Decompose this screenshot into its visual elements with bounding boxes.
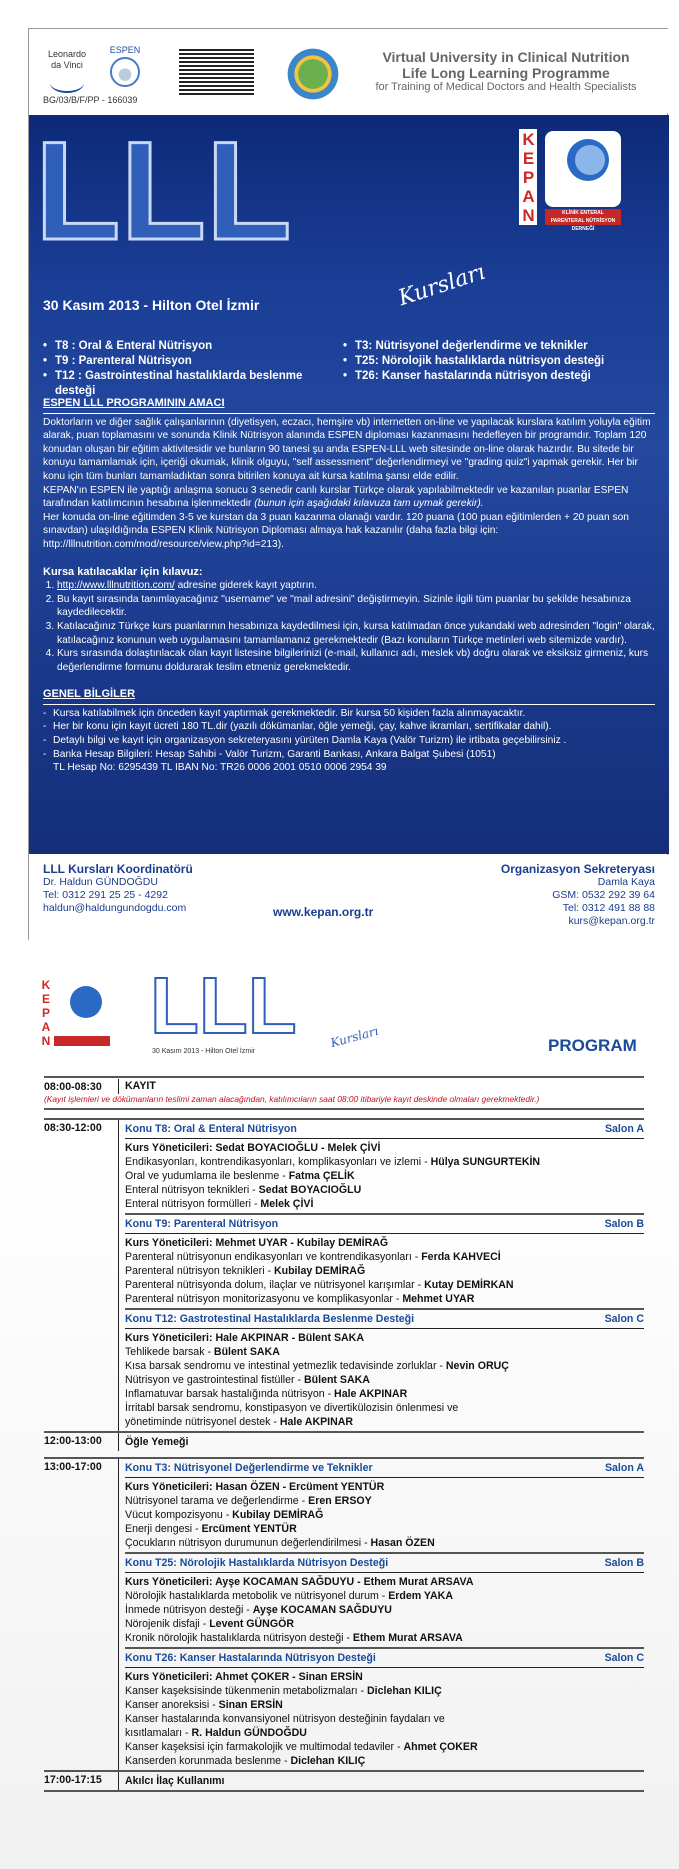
lecture-item <box>125 1183 644 1197</box>
lecture-speaker: Diclehan KILIÇ <box>290 1755 366 1767</box>
project-code: BG/03/B/F/PP - 166039 <box>43 95 138 105</box>
coordinator-tel: Tel: 0312 291 25 25 - 4292 <box>43 889 168 901</box>
lecture-item <box>125 1522 644 1536</box>
lecture-speaker: Ferda KAHVECİ <box>421 1251 501 1263</box>
kepan-letters-small: KEPAN <box>39 978 53 1048</box>
session-managers: Kurs Yöneticileri: Sedat BOYACIOĞLU - Melek ÇİVİ <box>125 1142 381 1154</box>
leonardo-logo <box>43 49 91 95</box>
iban-line: TL Hesap No: 6295439 TL IBAN No: TR26 0006 2001 0510 0006 2954 39 <box>53 762 387 774</box>
topic-item: • T8 : Oral & Enteral Nütrisyon <box>43 339 343 354</box>
time-slot: 08:00-08:30 <box>44 1081 102 1093</box>
coordinator-title: LLL Kursları Koordinatörü <box>43 862 193 876</box>
lecture-title: Vücut kompozisyonu - <box>125 1509 233 1521</box>
lecture-item <box>125 1754 644 1768</box>
kepan-letters: KEPAN <box>519 129 538 225</box>
secretariat-title: Organizasyon Sekreteryası <box>500 862 655 876</box>
lecture-speaker: Kubilay DEMİRAĞ <box>273 1265 366 1277</box>
lecture-speaker: Nevin ORUÇ <box>445 1360 509 1372</box>
session-managers: Kurs Yöneticileri: Mehmet UYAR - Kubilay DEMİRAĞ <box>125 1237 389 1249</box>
lecture-speaker: Erdem YAKA <box>388 1590 453 1602</box>
session-t26-header <box>125 1647 644 1668</box>
kepan-website-link[interactable]: www.kepan.org.tr <box>273 905 374 919</box>
espen-logo <box>101 45 149 87</box>
lecture-speaker: Sedat BOYACIOĞLU <box>258 1184 362 1196</box>
coordinator-email[interactable]: haldun@haldungundogdu.com <box>43 902 187 914</box>
time-slot: 17:00-17:15 <box>44 1774 102 1786</box>
session-managers: Kurs Yöneticileri: Ahmet ÇOKER - Sinan ERSİN <box>125 1671 363 1683</box>
flyer-header <box>29 29 669 113</box>
lecture-item <box>125 1292 644 1306</box>
flyer-footer <box>29 855 669 941</box>
lecture-title: Endikasyonları, kontrendikasyonları, komplikasyonları ve izlemi - <box>125 1156 431 1168</box>
topic-list-right <box>343 339 653 399</box>
lunch-label: Öğle Yemeği <box>118 1433 644 1451</box>
lecture-speaker: Hasan ÖZEN <box>370 1537 435 1549</box>
lecture-speaker: Sinan ERSİN <box>218 1699 283 1711</box>
lecture-speaker: Ayşe KOCAMAN SAĞDUYU <box>252 1604 392 1616</box>
session-t3-items <box>125 1478 644 1552</box>
aim-paragraph-2 <box>43 484 655 511</box>
session-managers: Kurs Yöneticileri: Hale AKPINAR - Bülent SAKA <box>125 1332 364 1344</box>
general-info-item: - Detaylı bilgi ve kayıt için organizasyon sekreteryasını yürüten Damla Kaya (Valör Turizm) ile irtibata geçebilirsiniz . <box>43 734 655 748</box>
guide-item-4: 4. Kurs sırasında dolaştırılacak olan kayıt listesine bilgilerinizi (e-mail, kullanıcı adı, meslek vb) doğru olarak ve eksiksiz girmeniz, kurs değerlendirme formunu doldurarak teslim etmeniz gerekmektedir. <box>57 647 655 674</box>
lecture-item <box>125 1589 644 1603</box>
guide-item-3: 3. Katılacağınız Türkçe kurs puanlarının hesabınıza kaydedilmesi için, kursa katılmadan önce yukandaki web adresinden "login" olarak, katılacağınız konunun web uygulamasını tamamlamanız gerekmektedir (Bazı konuların Türkçe metinleri web sitemizde vardır). <box>57 620 655 647</box>
topic-item: • T12 : Gastrointestinal hastalıklarda beslenme desteği <box>43 369 343 399</box>
time-slot: 12:00-13:00 <box>44 1435 102 1447</box>
secretariat-gsm: GSM: 0532 292 39 64 <box>552 889 655 901</box>
lecture-title: Parenteral nütrisyonda dolum, ilaçlar ve nütrisyonel karışımlar - <box>125 1279 425 1291</box>
program-date: 30 Kasım 2013 - Hilton Otel İzmir <box>152 1048 256 1055</box>
lecture-item <box>125 1726 644 1740</box>
session-t9-header <box>125 1213 644 1234</box>
lecture-speaker: Levent GÜNGÖR <box>209 1618 294 1630</box>
session-room: Salon C <box>604 1313 644 1325</box>
lll-logo <box>35 115 292 269</box>
registration-cell <box>118 1079 644 1094</box>
lecture-speaker: Kubilay DEMİRAĞ <box>232 1509 324 1521</box>
lecture-title: Çocukların nütrisyon durumunun değerlendirilmesi - <box>125 1537 371 1549</box>
lecture-title: Enteral nütrisyon teknikleri - <box>125 1184 259 1196</box>
secretariat-email[interactable]: kurs@kepan.org.tr <box>568 915 655 927</box>
secretariat-name: Damla Kaya <box>597 876 655 888</box>
striped-logo-icon <box>179 49 254 97</box>
session-title: Konu T8: Oral & Enteral Nütrisyon <box>125 1123 297 1135</box>
session-title: Konu T3: Nütrisyonel Değerlendirme ve Teknikler <box>125 1462 373 1474</box>
lecture-speaker: Bülent SAKA <box>304 1374 370 1386</box>
session-t3-header <box>125 1459 644 1478</box>
session-room: Salon B <box>604 1557 644 1569</box>
lecture-item <box>125 1345 644 1359</box>
lecture-speaker: Ethem Murat ARSAVA <box>352 1632 463 1644</box>
lecture-title: Parenteral nütrisyon monitorizasyonu ve komplikasyonlar - <box>125 1293 403 1305</box>
lecture-item <box>125 1494 644 1508</box>
lecture-speaker: Bülent SAKA <box>213 1346 280 1358</box>
program-kurslari: Kursları <box>329 1023 380 1051</box>
guide-item-2: 2. Bu kayıt sırasında tanımlayacağınız "username" ve "mail adresini" değiştirmeyin. Sizinle ilgili tüm puanlar bu şekilde hesabınıza kaydedilecektir. <box>57 593 655 620</box>
lecture-speaker: Ahmet ÇOKER <box>403 1741 478 1753</box>
lecture-item <box>125 1698 644 1712</box>
lecture-item <box>125 1740 644 1754</box>
lecture-title: Kısa barsak sendromu ve intestinal yetmezlik tedavisinde zorluklar - <box>125 1360 446 1372</box>
lll-text: LLL <box>35 115 292 269</box>
lecture-title: Parenteral nütrisyon teknikleri - <box>125 1265 274 1277</box>
topic-item: • T3: Nütrisyonel değerlendirme ve teknikler <box>343 339 653 354</box>
vu-title-line2: Life Long Learning Programme <box>402 65 610 81</box>
time-slot: 08:30-12:00 <box>44 1122 102 1134</box>
lecture-item <box>125 1617 644 1631</box>
lecture-item <box>125 1155 644 1169</box>
topic-list-left <box>43 339 343 399</box>
coordinator-name: Dr. Haldun GÜNDOĞDU <box>43 876 158 888</box>
lecture-item <box>125 1631 644 1645</box>
lecture-speaker: Eren ERSOY <box>308 1495 372 1507</box>
lecture-speaker: Fatma ÇELİK <box>288 1170 355 1182</box>
schedule-row-lunch <box>44 1431 644 1451</box>
lecture-item <box>125 1359 644 1373</box>
session-t8-items <box>125 1139 644 1213</box>
flyer-main-panel <box>29 115 669 854</box>
session-title: Konu T9: Parenteral Nütrisyon <box>125 1218 279 1230</box>
session-t26-items <box>125 1668 644 1770</box>
lecture-title: Nörojenik disfaji - <box>125 1618 210 1630</box>
schedule <box>44 1076 644 1792</box>
program-page <box>0 960 679 1869</box>
lecture-item <box>125 1250 644 1264</box>
secretariat-contact <box>501 863 655 928</box>
lecture-title: Parenteral nütrisyonun endikasyonları ve kontrendikasyonları - <box>125 1251 422 1263</box>
session-managers: Kurs Yöneticileri: Hasan ÖZEN - Ercüment YENTÜR <box>125 1481 385 1493</box>
time-slot: 13:00-17:00 <box>44 1461 102 1473</box>
topic-item: • T25: Nörolojik hastalıklarda nütrisyon desteği <box>343 354 653 369</box>
event-date: 30 Kasım 2013 - Hilton Otel İzmir <box>43 297 260 313</box>
lecture-item <box>125 1684 644 1698</box>
leonardo-label: Leonardo da Vinci <box>47 49 87 70</box>
lecture-item <box>125 1536 644 1550</box>
session-t25-items <box>125 1573 644 1647</box>
kepan-icon-small <box>54 980 110 1036</box>
topic-item: • T9 : Parenteral Nütrisyon <box>43 354 343 369</box>
coordinator-contact <box>43 863 193 915</box>
closing-label: Akılcı İlaç Kullanımı <box>118 1772 644 1790</box>
lecture-title: Nütrisyonel tarama ve değerlendirme - <box>125 1495 309 1507</box>
kepan-icon <box>545 131 621 207</box>
program-aim-section <box>43 391 655 775</box>
lecture-speaker: R. Haldun GÜNDOĞDU <box>191 1727 307 1739</box>
lecture-title: yönetiminde nütrisyonel destek - <box>125 1416 280 1428</box>
lecture-speaker: Ercüment YENTÜR <box>201 1523 297 1535</box>
lecture-title: İnmede nütrisyon desteği - <box>125 1604 253 1616</box>
program-title: PROGRAM <box>548 1036 637 1055</box>
lecture-title: Enteral nütrisyon formülleri - <box>125 1198 261 1210</box>
lecture-title: Nörolojik hastalıklarda metobolik ve nütrisyonel durum - <box>125 1590 389 1602</box>
lecture-speaker: Mehmet UYAR <box>402 1293 475 1305</box>
schedule-row-afternoon <box>44 1457 644 1770</box>
kepan-logo-small <box>32 970 122 1050</box>
topic-list <box>43 339 663 399</box>
lecture-speaker: Kutay DEMİRKAN <box>424 1279 514 1291</box>
guide-list <box>43 579 655 674</box>
session-room: Salon C <box>604 1652 644 1664</box>
aim-p2-text: KEPAN'ın ESPEN ile yaptığı anlaşma sonucu 3 senedir canlı kurslar Türkçe olarak yapılabilmektedir ve kazanılan puanlar ESPEN tarafından katılımcının hesabına işlenmektedir <box>43 484 629 510</box>
lllnutrition-link[interactable]: http://www.lllnutrition.com/ <box>57 580 175 592</box>
vu-title-line3: for Training of Medical Doctors and Health Specialists <box>375 81 637 93</box>
session-title: Konu T25: Nörolojik Hastalıklarda Nütrisyon Desteği <box>125 1557 389 1569</box>
general-info-item: - Kursa katılabilmek için önceden kayıt yaptırmak gerekmektedir. Bir kursa 50 kişiden fazla alınmayacaktır. <box>43 707 655 721</box>
session-room: Salon A <box>604 1462 644 1474</box>
kepan-logo <box>519 125 659 235</box>
lecture-speaker: Hale AKPINAR <box>334 1388 408 1400</box>
lecture-title: Inflamatuvar barsak hastalığında nütrisyon - <box>125 1388 335 1400</box>
lecture-title: Kanserden korunmada beslenme - <box>125 1755 291 1767</box>
guide-title: Kursa katılacaklar için kılavuz: <box>43 565 203 578</box>
registration-label: KAYIT <box>125 1080 156 1092</box>
lll-text-small: LLL <box>150 961 297 1050</box>
general-info-title: GENEL BİLGİLER <box>43 688 136 701</box>
afternoon-sessions <box>118 1459 644 1770</box>
kepan-bar-small <box>54 1036 110 1046</box>
session-title: Konu T26: Kanser Hastalarında Nütrisyon Desteği <box>125 1652 376 1664</box>
espen-icon <box>110 57 140 87</box>
lecture-speaker: Melek ÇİVİ <box>260 1198 314 1210</box>
lecture-item <box>125 1415 644 1429</box>
schedule-row-registration <box>44 1076 644 1094</box>
flyer <box>28 28 668 940</box>
aim-title: ESPEN LLL PROGRAMININ AMACI <box>43 397 225 409</box>
lecture-item: Kanser hastalarında konvansiyonel nütrisyon desteğinin faydaları ve <box>125 1713 445 1725</box>
general-info-item: - Her bir konu için kayıt ücreti 180 TL.dir (yazılı dökümanlar, öğle yemeği, çay, kahve ikramları, sertifikalar dahil). <box>43 720 655 734</box>
lecture-speaker: Diclehan KILIÇ <box>367 1685 442 1697</box>
session-t25-header <box>125 1552 644 1573</box>
session-t12-header <box>125 1308 644 1329</box>
session-t9-items <box>125 1234 644 1308</box>
aim-p2-note: (bunun için aşağıdaki kılavuza tam uymak gerekir). <box>254 498 484 510</box>
secretariat-tel: Tel: 0312 491 88 88 <box>562 902 655 914</box>
lecture-item <box>125 1603 644 1617</box>
virtual-university-title <box>351 49 661 93</box>
lll-logo-small <box>150 961 297 1050</box>
lecture-item <box>125 1373 644 1387</box>
lecture-speaker: Hale AKPINAR <box>279 1416 354 1428</box>
aim-paragraph-3: Her konuda on-line eğitimden 3-5 ve kurstan da 3 puan kazanma olanağı vardır. 120 puana (100 puan eğitimlerden + 20 puan son sınavdan) ulaşıldığında ESPEN Klinik Nütrisyon Diploması almaya hak kazanılır (daha fazla bilgi için: http://lllnutrition.com/mod/resource/view.php?id=213). <box>43 511 629 550</box>
lecture-item <box>125 1278 644 1292</box>
lecture-speaker: Hülya SUNGURTEKİN <box>430 1156 541 1168</box>
lecture-item <box>125 1508 644 1522</box>
lecture-title: Nütrisyon ve gastrointestinal fistüller - <box>125 1374 304 1386</box>
session-t8-header <box>125 1120 644 1139</box>
general-info-item: - Banka Hesap Bilgileri: Hesap Sahibi - Valör Turizm, Garanti Bankası, Ankara Balgat Şubesi (1051) <box>43 748 655 762</box>
aim-paragraph-1: Doktorların ve diğer sağlık çalışanlarının (diyetisyen, eczacı, hemşire vb) internetten on-line ve yapılacak kurslara katılım yoluyla eğitim alarak, puan toplamasını ve sonunda Klinik Nütrisyon alanında ESPEN diploması kazanmasını hedefleyen bir programdır. Toplam 120 konudan oluşan bir eğitim aktivitesidir ve bunların 90 tanesi şu anda ESPEN-LLL web sitesinde on-line olarak hazırdır. Bu sitede bir konuyu tamamlamak için, içeriği okumak, klinik olguyu, "self assessment" değerlendirmeyi ve "grading quiz"i yapmak gerekir. Her bir konu için tüm bunları tamamladıktan sonra bitirilen konuya ait kursa katılma şansı elde edilir. <box>43 416 651 482</box>
lecture-title: Tehlikede barsak - <box>125 1346 214 1358</box>
espen-label: ESPEN <box>109 45 141 55</box>
leonardo-icon <box>50 73 84 93</box>
lecture-item <box>125 1264 644 1278</box>
lecture-item <box>125 1169 644 1183</box>
session-t12-items <box>125 1329 644 1431</box>
guide-item-1-text: adresine giderek kayıt yaptırın. <box>174 580 317 592</box>
schedule-row-closing <box>44 1770 644 1792</box>
guide-item-1 <box>57 579 655 593</box>
general-info-list <box>43 707 655 761</box>
kepan-bar-text: KLİNİK ENTERAL PARENTERAL NÜTRİSYON DERNEĞİ <box>545 209 621 225</box>
lecture-title: Kanser kaşeksisinde tükenmenin metabolizmaları - <box>125 1685 368 1697</box>
lecture-title: kısıtlamaları - <box>125 1727 192 1739</box>
lecture-title: Kanser anoreksisi - <box>125 1699 219 1711</box>
lecture-title: Kronik nörolojik hastalıklarda nütrisyon desteği - <box>125 1632 353 1644</box>
lecture-title: Oral ve yudumlama ile beslenme - <box>125 1170 289 1182</box>
lecture-item <box>125 1387 644 1401</box>
lecture-title: Kanser kaşeksisi için farmakolojik ve multimodal tedaviler - <box>125 1741 404 1753</box>
globe-icon <box>281 47 345 101</box>
topic-item: • T26: Kanser hastalarında nütrisyon desteği <box>343 369 653 384</box>
session-title: Konu T12: Gastrotestinal Hastalıklarda Beslenme Desteği <box>125 1313 415 1325</box>
lecture-item: İrritabl barsak sendromu, konstipasyon ve divertikülozisin önlenmesi ve <box>125 1402 459 1414</box>
schedule-row-morning <box>44 1118 644 1431</box>
morning-sessions <box>118 1120 644 1431</box>
session-room: Salon B <box>604 1218 644 1230</box>
lecture-title: Enerji dengesi - <box>125 1523 202 1535</box>
kurslari-script: Kursları <box>395 259 489 312</box>
lecture-item <box>125 1197 644 1211</box>
session-managers: Kurs Yöneticileri: Ayşe KOCAMAN SAĞDUYU - Ethem Murat ARSAVA <box>125 1576 474 1588</box>
registration-note: (Kayıt işlemleri ve dökümanların teslimi zaman alacağından, katılımcıların saat 08:00 itibariyle kayıt deskinde olmaları gerekmektedir.) <box>44 1094 644 1110</box>
vu-title-line1: Virtual University in Clinical Nutrition <box>382 49 630 65</box>
session-room: Salon A <box>604 1123 644 1135</box>
